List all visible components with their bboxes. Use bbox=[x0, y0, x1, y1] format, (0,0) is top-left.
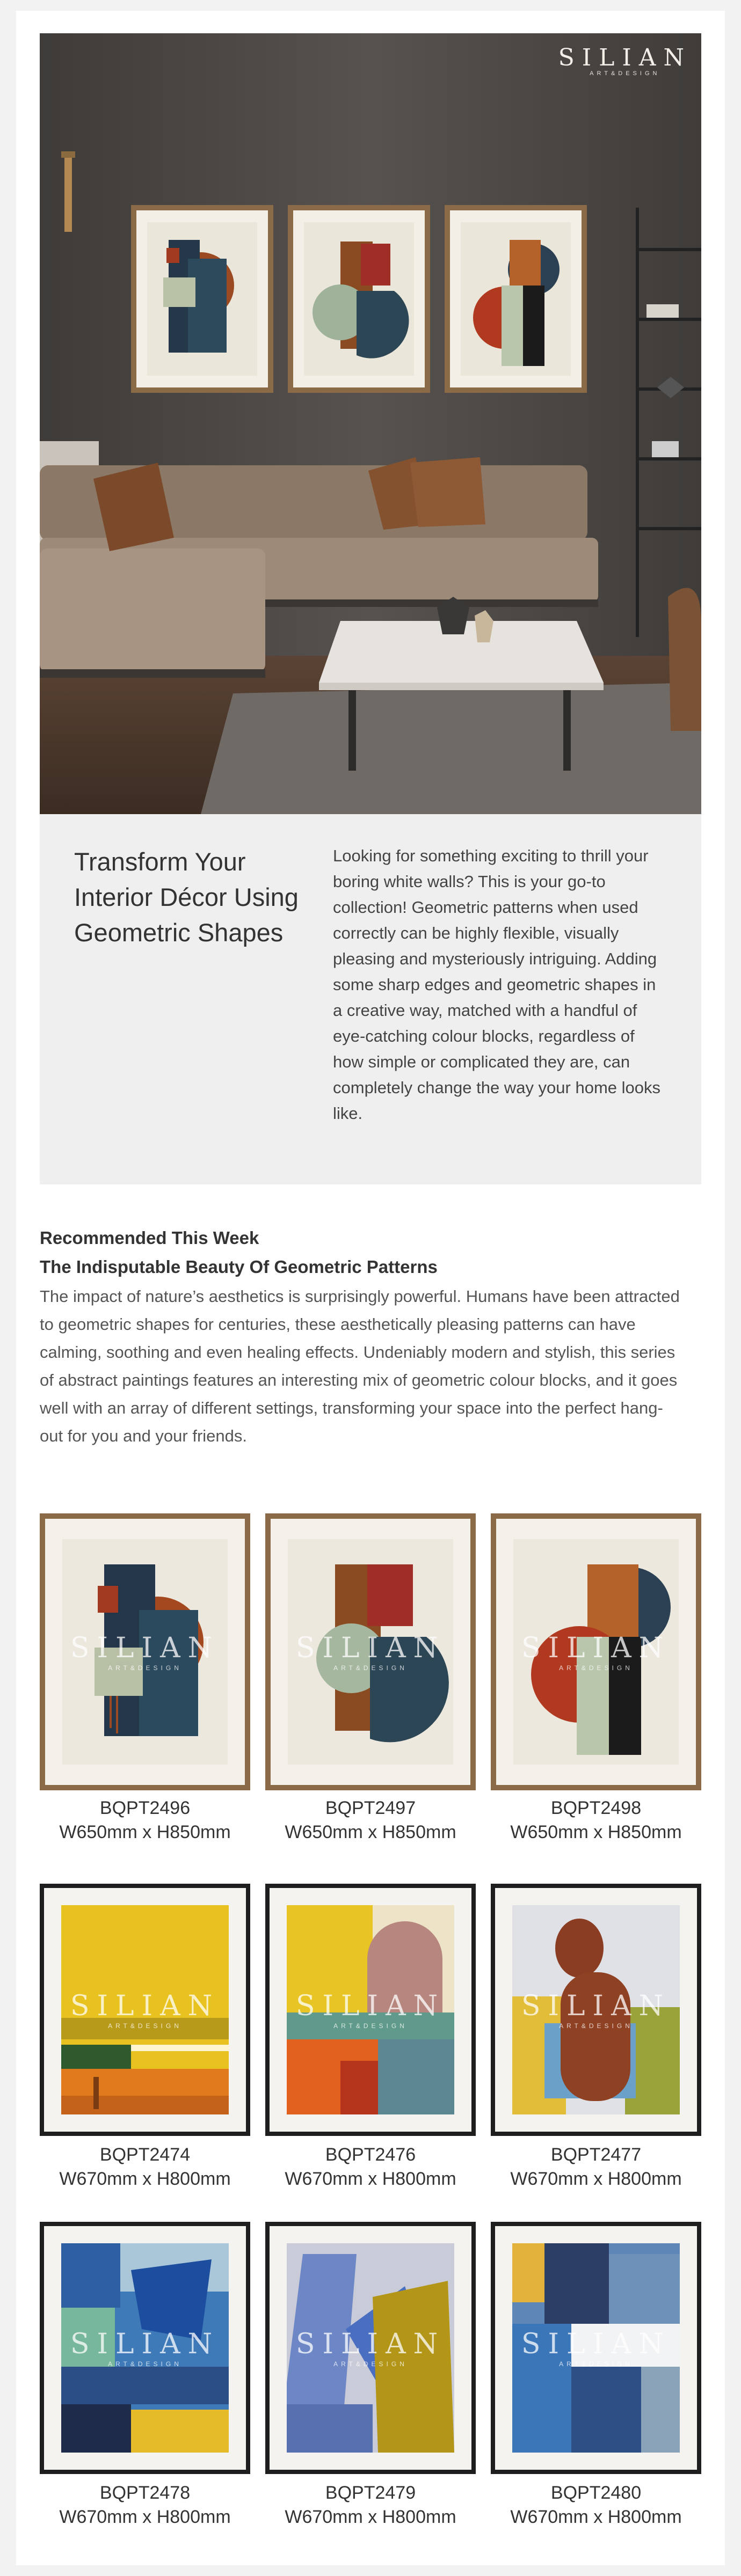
product-image[interactable] bbox=[40, 2222, 250, 2474]
intro-panel bbox=[40, 814, 701, 1184]
brand-logo bbox=[558, 44, 692, 77]
product-card[interactable] bbox=[491, 1884, 701, 2206]
intro-title: Transform Your Interior Décor Using Geometric Shapes bbox=[74, 847, 299, 947]
product-code: BQPT2497 bbox=[325, 1798, 416, 1818]
living-room-scene bbox=[40, 33, 701, 814]
product-card[interactable] bbox=[40, 1884, 250, 2206]
recommend-kicker: Recommended This Week bbox=[40, 1228, 259, 1248]
artwork bbox=[265, 1884, 476, 2136]
product-code: BQPT2477 bbox=[550, 2145, 642, 2165]
product-image[interactable] bbox=[40, 1884, 250, 2136]
watermark: SILIAN ART&DESIGN bbox=[295, 2328, 446, 2368]
product-size: W670mm x H800mm bbox=[59, 2507, 231, 2527]
artwork bbox=[491, 1513, 701, 1790]
watermark: SILIAN ART&DESIGN bbox=[521, 1632, 671, 1672]
product-card[interactable] bbox=[491, 2222, 701, 2544]
brand-sub: ART&DESIGN bbox=[590, 70, 660, 77]
product-size: W670mm x H800mm bbox=[285, 2507, 456, 2527]
artwork bbox=[40, 1884, 250, 2136]
watermark: SILIAN ART&DESIGN bbox=[521, 2328, 671, 2368]
product-code: BQPT2496 bbox=[99, 1798, 191, 1818]
artwork bbox=[265, 2222, 476, 2474]
brand-name: SILIAN bbox=[558, 44, 692, 71]
product-size: W670mm x H800mm bbox=[59, 2169, 231, 2189]
product-image[interactable] bbox=[491, 1884, 701, 2136]
watermark: SILIAN ART&DESIGN bbox=[70, 2328, 220, 2368]
intro-text: Looking for something exciting to thrill your boring white walls? This is your go-to collection! Geometric patterns when used correctly can be highly flexible, visually pleasing and mysteriously intriguing. Adding some sharp edges and geometric shapes in a creative way, matched with a handful of eye-catching colour blocks, regardless of how simple or complicated they are, can completely change the way your home looks like. bbox=[333, 846, 660, 1123]
product-code: BQPT2498 bbox=[550, 1798, 642, 1818]
product-size: W650mm x H850mm bbox=[59, 1822, 231, 1842]
product-card[interactable] bbox=[491, 1513, 701, 1878]
product-image[interactable] bbox=[265, 1884, 476, 2136]
product-code: BQPT2480 bbox=[550, 2483, 642, 2503]
recommend-body: The impact of nature’s aesthetics is surprisingly powerful. Humans have been attracted to geometric shapes for centuries, these aesthetically pleasing patterns can have calming, soothing and even healing effects. Undeniably modern and stylish, this series of abstract paintings features an interesting mix of geometric colour blocks, and it goes well with an array of different settings, transforming your space into the perfect hang-out for you and your friends. bbox=[40, 1287, 680, 1445]
product-image[interactable] bbox=[265, 1513, 476, 1790]
watermark: SILIAN ART&DESIGN bbox=[70, 1990, 220, 2030]
product-size: W650mm x H850mm bbox=[285, 1822, 456, 1842]
watermark: SILIAN ART&DESIGN bbox=[295, 1990, 446, 2030]
product-size: W670mm x H800mm bbox=[285, 2169, 456, 2189]
product-image[interactable] bbox=[491, 2222, 701, 2474]
product-image[interactable] bbox=[491, 1513, 701, 1790]
product-card[interactable] bbox=[40, 1513, 250, 1878]
artwork bbox=[265, 1513, 476, 1790]
hero-image bbox=[40, 33, 701, 814]
watermark: SILIAN ART&DESIGN bbox=[295, 1632, 446, 1672]
artwork bbox=[491, 2222, 701, 2474]
recommend-title: The Indisputable Beauty Of Geometric Patterns bbox=[40, 1257, 438, 1277]
product-image[interactable] bbox=[40, 1513, 250, 1790]
product-card[interactable] bbox=[40, 2222, 250, 2544]
product-code: BQPT2474 bbox=[99, 2145, 191, 2165]
product-size: W670mm x H800mm bbox=[510, 2507, 682, 2527]
product-size: W670mm x H800mm bbox=[510, 2169, 682, 2189]
watermark: SILIAN ART&DESIGN bbox=[521, 1990, 671, 2030]
watermark: SILIAN ART&DESIGN bbox=[70, 1632, 220, 1672]
artwork bbox=[491, 1884, 701, 2136]
product-image[interactable] bbox=[265, 2222, 476, 2474]
product-code: BQPT2476 bbox=[325, 2145, 416, 2165]
product-card[interactable] bbox=[265, 1513, 476, 1878]
page bbox=[16, 11, 725, 2565]
product-size: W650mm x H850mm bbox=[510, 1822, 682, 1842]
product-card[interactable] bbox=[265, 2222, 476, 2544]
product-card[interactable] bbox=[265, 1884, 476, 2206]
artwork bbox=[40, 1513, 250, 1790]
artwork bbox=[40, 2222, 250, 2474]
product-code: BQPT2479 bbox=[325, 2483, 416, 2503]
product-code: BQPT2478 bbox=[99, 2483, 191, 2503]
